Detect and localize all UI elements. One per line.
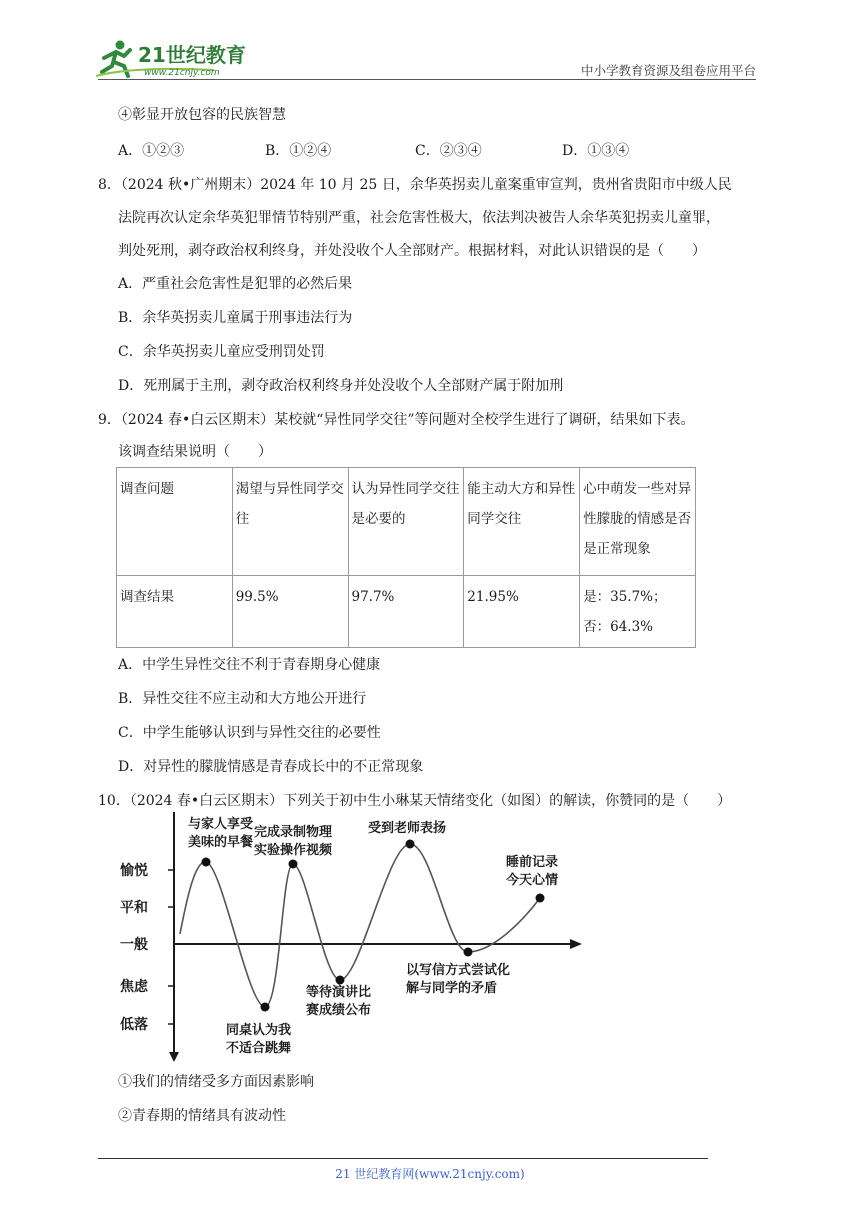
site-logo: [94, 36, 264, 80]
table-row: [117, 576, 696, 648]
q7-option-a: A．①②③: [118, 143, 185, 159]
q9-stem-line-1: 9．（2024 春•白云区期末）某校就“异性同学交往”等问题对全校学生进行了调研，结果如下表。: [98, 412, 695, 428]
table-cell: 21.95%: [464, 576, 580, 648]
q8-option-b: B．余华英拐卖儿童属于刑事违法行为: [118, 310, 353, 326]
q10-item-2: ②青春期的情绪具有波动性: [118, 1108, 286, 1124]
q8-stem-line-3: 判处死刑，剥夺政治权利终身，并处没收个人全部财产。根据材料，对此认识错误的是（ ）: [118, 243, 706, 259]
table-cell: 99.5%: [232, 576, 348, 648]
table-cell: 认为异性同学交往是必要的: [348, 468, 464, 576]
footer-divider: [98, 1158, 708, 1159]
event-point-breakfast: [202, 858, 211, 867]
q10-stem: 10．（2024 春•白云区期末）下列关于初中生小琳某天情绪变化（如图）的解读，你赞同的是（ ）: [98, 793, 732, 809]
q8-option-a: A．严重社会危害性是犯罪的必然后果: [118, 276, 353, 292]
emotion-curve-figure: [120, 812, 585, 1062]
event-point-speech-result: [336, 976, 345, 985]
q7-option-c: C．②③④: [415, 143, 482, 159]
header-divider: [98, 79, 756, 80]
event-label-diary: 睡前记录今天心情: [506, 855, 559, 888]
table-cell: 调查问题: [117, 468, 233, 576]
table-cell: 调查结果: [117, 576, 233, 648]
q7-option-d: D．①③④: [562, 143, 630, 159]
footer-site-link[interactable]: 21 世纪教育网(www.21cnjy.com): [335, 1167, 525, 1181]
event-label-letter: 以写信方式尝试化解与同学的矛盾: [406, 963, 511, 996]
y-label-low: 低落: [120, 1017, 148, 1033]
event-label-praise: 受到老师表扬: [368, 821, 447, 836]
event-label-speech-result: 等待演讲比赛成绩公布: [306, 985, 372, 1018]
q9-option-c: C．中学生能够认识到与异性交往的必要性: [118, 725, 381, 741]
table-cell: 能主动大方和异性同学交往: [464, 468, 580, 576]
svg-text:www.21cnjy.com: www.21cnjy.com: [144, 68, 220, 78]
survey-table: [116, 467, 696, 648]
q7-item-4: ④彰显开放包容的民族智慧: [118, 107, 286, 123]
event-label-deskmate: 同桌认为我不适合跳舞: [226, 1023, 292, 1056]
event-point-deskmate: [261, 1003, 270, 1012]
q9-option-d: D．对异性的朦胧情感是青春成长中的不正常现象: [118, 759, 424, 775]
event-point-physics-video: [289, 860, 298, 869]
q9-option-b: B．异性交往不应主动和大方地公开进行: [118, 691, 367, 707]
event-point-praise: [406, 840, 415, 849]
q9-option-a: A．中学生异性交往不利于青春期身心健康: [118, 657, 381, 673]
header-platform-text: 中小学教育资源及组卷应用平台: [580, 63, 756, 78]
q8-stem-line-1: 8．（2024 秋•广州期末）2024 年 10 月 25 日，余华英拐卖儿童案重审宣判，贵州省贵阳市中级人民: [98, 177, 732, 193]
y-label-calm: 平和: [120, 900, 148, 916]
table-cell: 97.7%: [348, 576, 464, 648]
y-label-normal: 一般: [120, 937, 148, 953]
svg-text:21世纪教育: 21世纪教育: [138, 43, 246, 67]
event-point-diary: [536, 894, 545, 903]
q10-item-1: ①我们的情绪受多方面因素影响: [118, 1074, 314, 1090]
q8-option-c: C．余华英拐卖儿童应受刑罚处罚: [118, 344, 325, 360]
table-cell: 心中萌发一些对异性朦胧的情感是否是正常现象: [580, 468, 696, 576]
q8-option-d: D．死刑属于主刑，剥夺政治权利终身并处没收个人全部财产属于附加刑: [118, 378, 564, 394]
event-label-breakfast: 与家人享受美味的早餐: [188, 817, 254, 850]
y-label-delight: 愉悦: [120, 863, 148, 879]
q8-stem-line-2: 法院再次认定余华英犯罪情节特别严重，社会危害性极大，依法判决被告人余华英犯拐卖儿童罪，: [118, 210, 720, 226]
table-cell: 渴望与异性同学交往: [232, 468, 348, 576]
q7-option-b: B．①②④: [265, 143, 332, 159]
y-label-anxious: 焦虑: [120, 979, 148, 995]
q9-stem-line-2: 该调查结果说明（ ）: [118, 444, 272, 460]
table-row: [117, 468, 696, 576]
table-cell: 是：35.7%；否：64.3%: [580, 576, 696, 648]
event-label-physics-video: 完成录制物理实验操作视频: [254, 825, 333, 858]
event-point-letter: [464, 948, 473, 957]
